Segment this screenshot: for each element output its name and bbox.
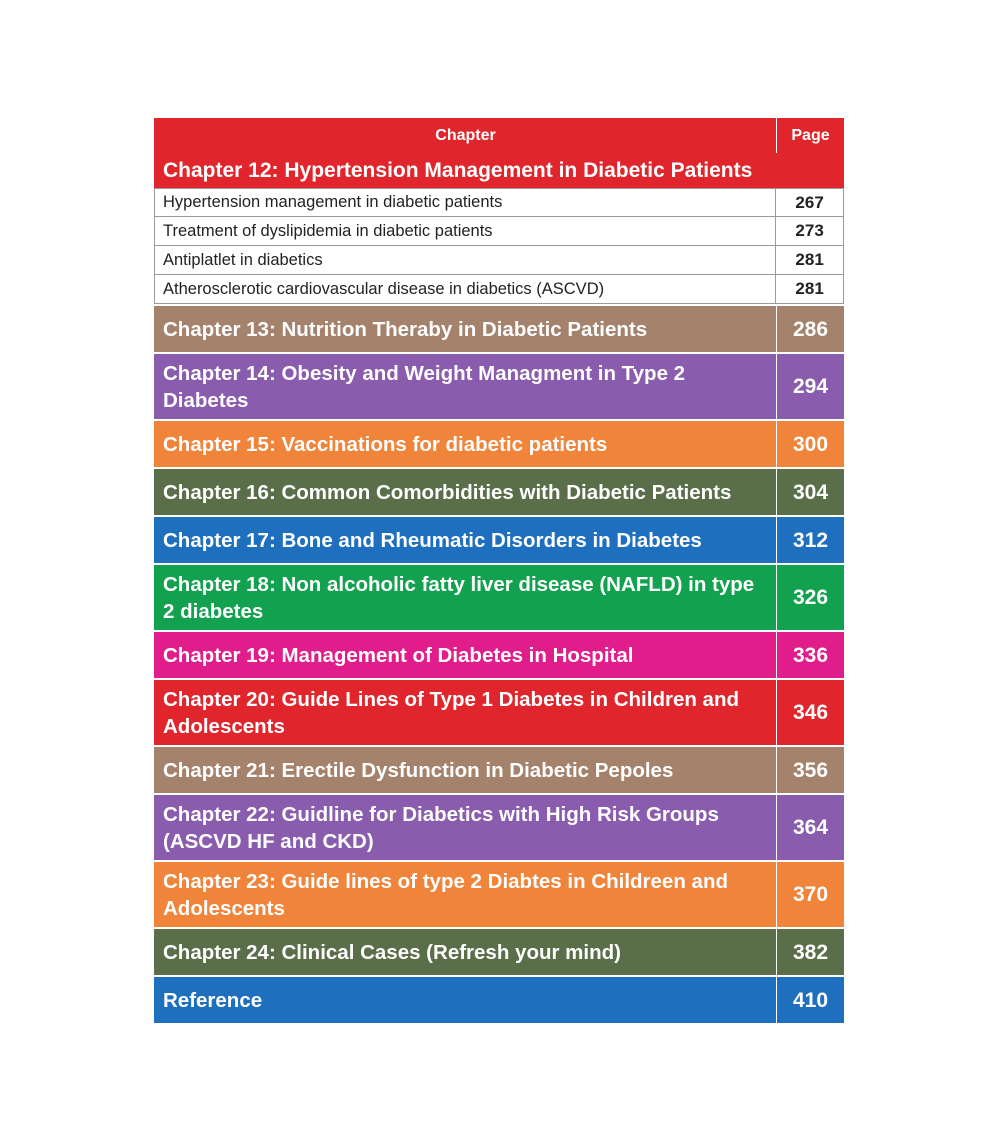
chapter-12-title: Chapter 12: Hypertension Management in Diabetic Patients [154,153,844,188]
chapter-page: 304 [792,480,829,504]
section-row [154,275,844,304]
chapter-column-header: Chapter [154,118,777,153]
chapter-row [154,352,844,419]
chapter-page: 336 [792,643,829,667]
chapter-row [154,419,844,467]
section-title: Hypertension management in diabetic patients [155,189,776,216]
table-header [154,118,844,153]
section-title: Atherosclerotic cardiovascular disease in diabetics (ASCVD) [155,275,776,303]
chapter-row [154,678,844,745]
chapter-row [154,793,844,860]
chapter-page: 300 [792,432,829,456]
chapter-title: Chapter 20: Guide Lines of Type 1 Diabetes in Children and Adolescents [154,680,777,745]
chapter-row [154,467,844,515]
chapter-page: 286 [792,317,829,341]
chapter-title: Chapter 23: Guide lines of type 2 Diabtes in Childreen and Adolescents [154,862,777,927]
chapter-page: 356 [792,758,829,782]
reference-page: 410 [792,988,829,1012]
chapter-row [154,630,844,678]
chapter-title: Chapter 22: Guidline for Diabetics with High Risk Groups (ASCVD HF and CKD) [154,795,777,860]
chapter-title: Chapter 13: Nutrition Theraby in Diabetic Patients [154,306,777,352]
section-page: 281 [795,279,824,298]
chapter-title: Chapter 18: Non alcoholic fatty liver disease (NAFLD) in type 2 diabetes [154,565,777,630]
chapter-row [154,927,844,975]
section-title: Treatment of dyslipidemia in diabetic patients [155,217,776,245]
chapter-row [154,860,844,927]
chapter-page: 364 [792,816,829,839]
table-of-contents [154,118,844,1023]
page-column-header: Page [791,126,830,144]
chapter-row [154,515,844,563]
chapter-page: 370 [792,883,829,906]
chapter-title: Chapter 21: Erectile Dysfunction in Diabetic Pepoles [154,747,777,793]
section-row [154,246,844,275]
section-title: Antiplatlet in diabetics [155,246,776,274]
section-page: 273 [795,221,824,240]
chapter-page: 312 [792,528,829,552]
chapter-title: Chapter 17: Bone and Rheumatic Disorders in Diabetes [154,517,777,563]
chapter-row [154,563,844,630]
section-page: 281 [795,250,824,269]
reference-title: Reference [154,977,777,1023]
chapter-page: 382 [792,940,829,964]
section-row [154,217,844,246]
section-row [154,188,844,217]
chapter-page: 294 [792,375,829,398]
chapter-title: Chapter 14: Obesity and Weight Managment in Type 2 Diabetes [154,354,777,419]
chapter-12-sections [154,188,844,304]
chapter-page: 346 [792,701,829,724]
chapter-row [154,304,844,352]
chapter-title: Chapter 19: Management of Diabetes in Hospital [154,632,777,678]
chapter-page: 326 [792,586,829,609]
reference-row [154,975,844,1023]
section-page: 267 [795,192,824,212]
chapter-title: Chapter 16: Common Comorbidities with Diabetic Patients [154,469,777,515]
chapter-title: Chapter 24: Clinical Cases (Refresh your mind) [154,929,777,975]
chapter-title: Chapter 15: Vaccinations for diabetic patients [154,421,777,467]
chapter-row [154,745,844,793]
